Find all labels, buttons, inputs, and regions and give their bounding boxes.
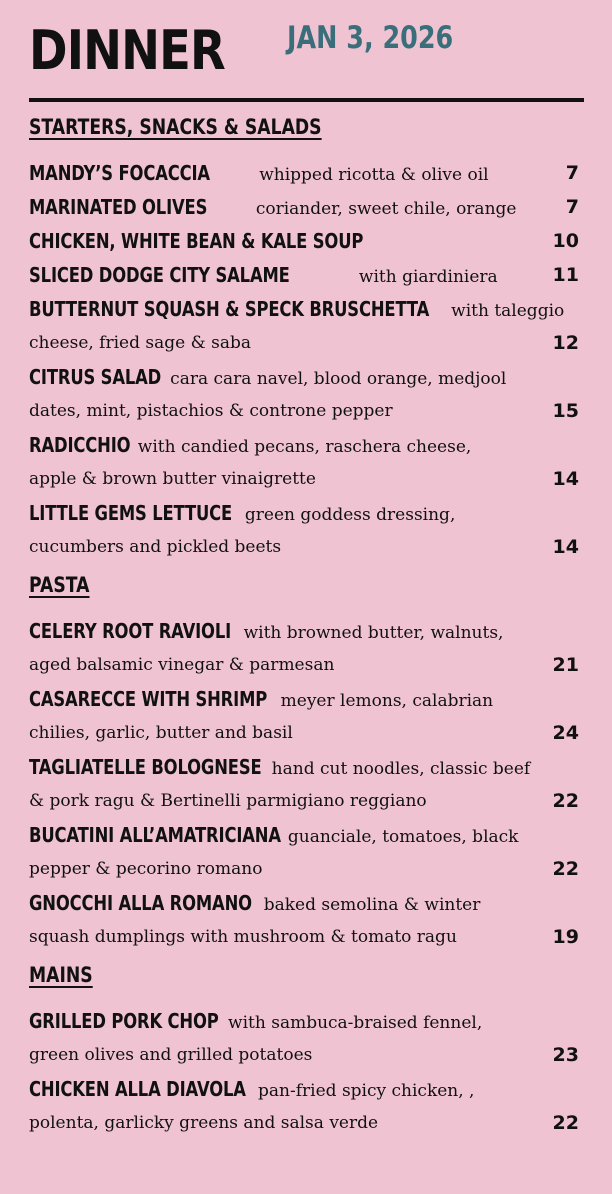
item-name: RADICCHIO bbox=[29, 433, 131, 457]
item-name: BUTTERNUT SQUASH & SPECK BRUSCHETTA bbox=[29, 297, 430, 321]
menu-title: DINNER bbox=[29, 19, 225, 82]
item-description: with taleggio bbox=[451, 301, 565, 321]
item-name: TAGLIATELLE BOLOGNESE bbox=[29, 755, 262, 779]
item-price: 22 bbox=[552, 1112, 579, 1134]
item-name: SLICED DODGE CITY SALAME bbox=[29, 263, 290, 287]
item-price: 23 bbox=[552, 1044, 579, 1066]
menu-date: JAN 3, 2026 bbox=[287, 20, 454, 56]
item-description: with candied pecans, raschera cheese, bbox=[137, 437, 472, 457]
menu-item bbox=[29, 496, 584, 564]
item-description-continued: cheese, fried sage & saba bbox=[29, 333, 252, 353]
item-price: 7 bbox=[565, 196, 579, 218]
item-price: 12 bbox=[552, 332, 579, 354]
menu-item bbox=[29, 750, 584, 818]
item-description: coriander, sweet chile, orange bbox=[255, 199, 517, 219]
menu-item bbox=[29, 1072, 584, 1140]
item-price: 10 bbox=[552, 230, 579, 252]
menu-item bbox=[29, 258, 584, 292]
item-description-continued: squash dumplings with mushroom & tomato ragu bbox=[29, 927, 457, 947]
section-heading-starters: STARTERS, SNACKS & SALADS bbox=[29, 115, 322, 139]
menu-item bbox=[29, 428, 584, 496]
item-description: with giardiniera bbox=[358, 267, 498, 287]
item-description-continued: & pork ragu & Bertinelli parmigiano reggiano bbox=[29, 791, 427, 811]
menu-page bbox=[29, 0, 584, 1194]
menu-item bbox=[29, 156, 584, 190]
item-description-continued: pepper & pecorino romano bbox=[29, 859, 263, 879]
item-price: 24 bbox=[552, 722, 579, 744]
item-name: CITRUS SALAD bbox=[29, 365, 162, 389]
menu-item bbox=[29, 614, 584, 682]
item-name: MANDY’S FOCACCIA bbox=[29, 161, 210, 185]
item-name: GNOCCHI ALLA ROMANO bbox=[29, 891, 252, 915]
item-price: 22 bbox=[552, 790, 579, 812]
item-description-continued: green olives and grilled potatoes bbox=[29, 1045, 313, 1065]
item-name: BUCATINI ALL’AMATRICIANA bbox=[29, 823, 281, 847]
item-description: pan-fried spicy chicken, , bbox=[258, 1081, 475, 1101]
item-name: GRILLED PORK CHOP bbox=[29, 1009, 219, 1033]
item-price: 7 bbox=[565, 162, 579, 184]
item-description-continued: cucumbers and pickled beets bbox=[29, 537, 282, 557]
item-description: meyer lemons, calabrian bbox=[280, 691, 494, 711]
item-name: CHICKEN ALLA DIAVOLA bbox=[29, 1077, 246, 1101]
item-price: 19 bbox=[552, 926, 579, 948]
item-description: green goddess dressing, bbox=[244, 505, 456, 525]
item-name: LITTLE GEMS LETTUCE bbox=[29, 501, 233, 525]
item-price: 14 bbox=[552, 468, 579, 490]
menu-item bbox=[29, 360, 584, 428]
menu-item bbox=[29, 886, 584, 954]
item-description-continued: chilies, garlic, butter and basil bbox=[29, 723, 293, 743]
item-price: 22 bbox=[552, 858, 579, 880]
item-description: guanciale, tomatoes, black bbox=[287, 827, 519, 847]
item-description-continued: aged balsamic vinegar & parmesan bbox=[29, 655, 335, 675]
item-description: with sambuca-braised fennel, bbox=[228, 1013, 483, 1033]
menu-item bbox=[29, 224, 584, 258]
item-name: CELERY ROOT RAVIOLI bbox=[29, 619, 232, 643]
section-heading-pasta: PASTA bbox=[29, 573, 90, 597]
menu-item bbox=[29, 818, 584, 886]
item-description-continued: dates, mint, pistachios & controne pepper bbox=[29, 401, 393, 421]
item-price: 15 bbox=[552, 400, 579, 422]
item-description: whipped ricotta & olive oil bbox=[259, 165, 489, 185]
item-description: baked semolina & winter bbox=[263, 895, 481, 915]
section-heading-mains: MAINS bbox=[29, 963, 93, 987]
menu-item bbox=[29, 190, 584, 224]
menu-content bbox=[29, 110, 584, 1140]
item-name: CASARECCE WITH SHRIMP bbox=[29, 687, 268, 711]
menu-item bbox=[29, 1004, 584, 1072]
item-name: MARINATED OLIVES bbox=[29, 195, 208, 219]
item-description: with browned butter, walnuts, bbox=[243, 623, 504, 643]
item-description: hand cut noodles, classic beef bbox=[271, 759, 531, 779]
item-name: CHICKEN, WHITE BEAN & KALE SOUP bbox=[29, 229, 364, 253]
item-price: 11 bbox=[552, 264, 579, 286]
menu-item bbox=[29, 682, 584, 750]
item-description-continued: apple & brown butter vinaigrette bbox=[29, 469, 316, 489]
item-description-continued: polenta, garlicky greens and salsa verde bbox=[29, 1113, 379, 1133]
item-description: cara cara navel, blood orange, medjool bbox=[170, 369, 507, 389]
item-price: 21 bbox=[552, 654, 579, 676]
item-price: 14 bbox=[552, 536, 579, 558]
menu-item bbox=[29, 292, 584, 360]
header-divider bbox=[29, 98, 584, 102]
